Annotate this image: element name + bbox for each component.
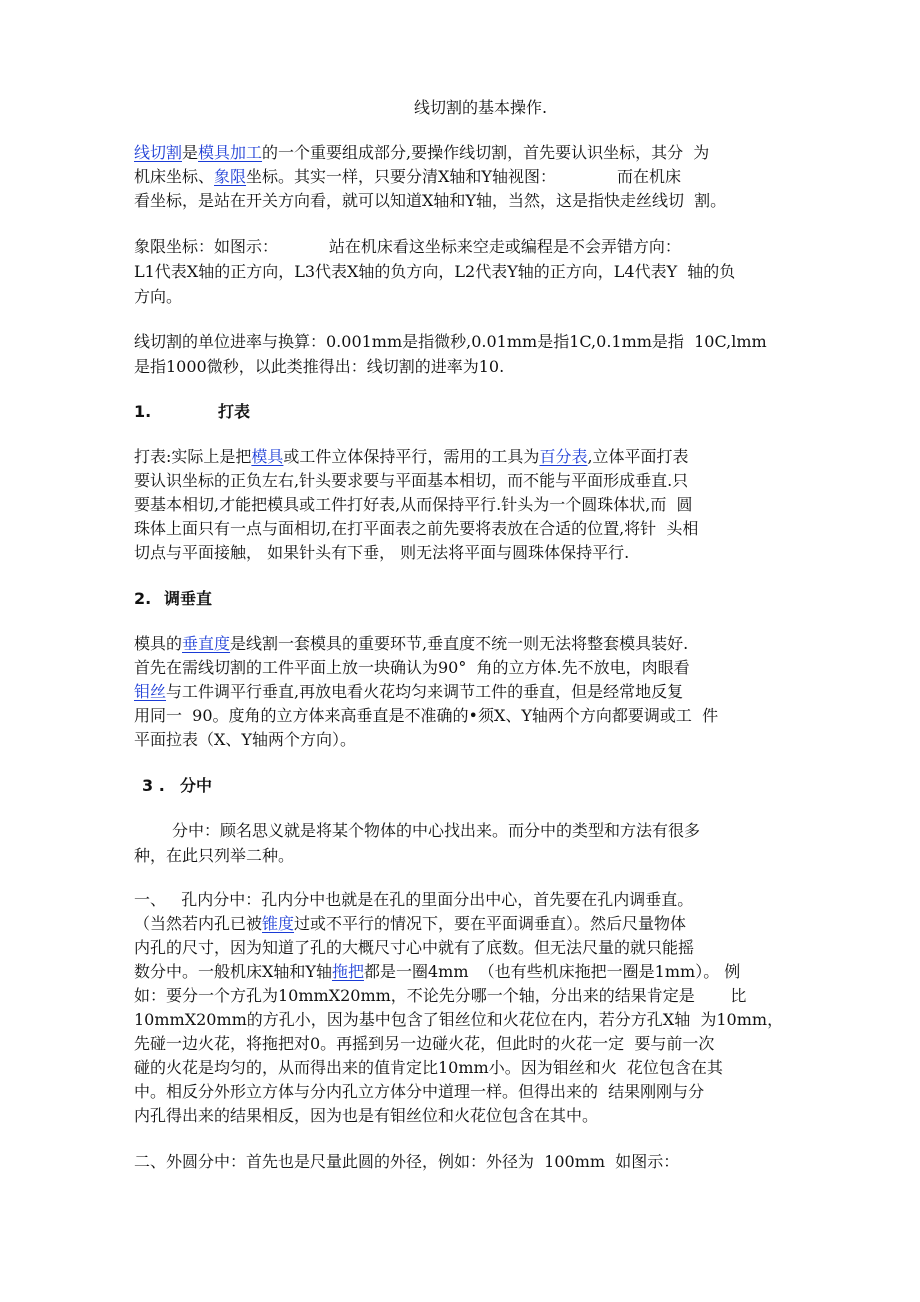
para-hole-line-9: 中。相反分外形立方体与分内孔立方体分中道理一样。但得出来的 结果刚刚与分 <box>134 1082 705 1101</box>
link-mold[interactable]: 模具 <box>251 447 284 466</box>
para-vertical-line-3: 钼丝与工件调平行垂直,再放电看火花均匀来调节工件的垂直，但是经常地反复 <box>134 682 684 701</box>
document-title: 线切割的基本操作. <box>414 98 548 117</box>
para-indicator-line-5: 切点与平面接触， 如果针头有下垂， 则无法将平面与圆珠体保持平行. <box>134 543 630 562</box>
para-hole-line-10: 内孔得出来的结果相反，因为也是有钼丝位和火花位包含在其中。 <box>134 1106 599 1125</box>
para-hole-line-7: 先碰一边火花，将拖把对0。再摇到另一边碰火花，但此时的火花一定 要与前一次 <box>134 1034 715 1053</box>
para-hole-line-4: 数分中。一般机床X轴和Y轴拖把都是一圈4mm （也有些机床拖把一圈是1mm）。 例 <box>134 962 741 981</box>
section-heading-1-title: 打表 <box>218 402 251 421</box>
para-hole-line-2: （当然若内孔已被锥度过或不平行的情况下，要在平面调垂直）。然后尺量物体 <box>134 914 687 933</box>
para-vertical-line-1: 模具的垂直度是线割一套模具的重要环节,垂直度不统一则无法将整套模具装好. <box>134 634 689 653</box>
para-intro-line-2: 机床坐标、象限坐标。其实一样，只要分清X轴和Y轴视图： 而在机床 <box>134 167 682 186</box>
link-molybdenum-wire[interactable]: 钼丝 <box>134 682 167 701</box>
para-hole-line-1: 一、 孔内分中：孔内分中也就是在孔的里面分出中心，首先要在孔内调垂直。 <box>134 890 694 909</box>
para-hole-line-5: 如：要分一个方孔为10mmX20mm，不论先分哪一个轴，分出来的结果肯定是 比 <box>134 986 747 1005</box>
para-quadrant-line-2: L1代表X轴的正方向，L3代表X轴的负方向，L2代表Y轴的正方向，L4代表Y 轴的负 <box>134 262 736 281</box>
para-hole-line-8: 碰的火花是均匀的，从而得出来的值肯定比10mm小。因为钼丝和火 花位包含在其 <box>134 1058 723 1077</box>
para-vertical-line-2: 首先在需线切割的工件平面上放一块确认为90° 角的立方体.先不放电，肉眼看 <box>134 658 690 677</box>
link-mold-processing[interactable]: 模具加工 <box>198 143 263 162</box>
para-units-line-2: 是指1000微秒，以此类推得出：线切割的进率为10. <box>134 357 505 376</box>
link-verticality[interactable]: 垂直度 <box>182 634 231 653</box>
section-heading-3-title: 分中 <box>180 776 213 795</box>
para-units-line-1: 线切割的单位进率与换算：0.001mm是指微秒,0.01mm是指1C,0.1mm是指 10C,lmm <box>134 332 767 351</box>
para-indicator-line-3: 要基本相切,才能把模具或工件打好表,从而保持平行.针头为一个圆珠体状,而 圆 <box>134 495 693 514</box>
para-indicator-line-1: 打表:实际上是把模具或工件立体保持平行，需用的工具为百分表,立体平面打表 <box>134 447 689 466</box>
para-intro-line-1: 线切割是模具加工的一个重要组成部分,要操作线切割，首先要认识坐标，其分 为 <box>134 143 710 162</box>
para-outer-circle-line-1: 二、外圆分中：首先也是尺量此圆的外径，例如：外径为 100mm 如图示： <box>134 1152 680 1171</box>
para-quadrant-line-1: 象限坐标：如图示： 站在机床看这坐标来空走或编程是不会弄错方向： <box>134 237 681 256</box>
para-centering-line-2: 种，在此只列举二种。 <box>134 846 295 865</box>
para-vertical-line-5: 平面拉表（X、Y轴两个方向）。 <box>134 730 356 749</box>
para-intro-line-3: 看坐标，是站在开关方向看，就可以知道X轴和Y轴，当然，这是指快走丝线切 割。 <box>134 191 727 210</box>
para-vertical-line-4: 用同一 90。度角的立方体来高垂直是不准确的•须X、Y轴两个方向都要调或工 件 <box>134 706 719 725</box>
section-heading-2-title: 调垂直 <box>164 589 213 608</box>
para-indicator-line-2: 要认识坐标的正负左右,针头要求要与平面基本相切，而不能与平面形成垂直.只 <box>134 471 689 490</box>
section-heading-2-number: 2. <box>134 589 152 608</box>
para-hole-line-6: 10mmX20mm的方孔小，因为基中包含了钼丝位和火花位在内，若分方孔X轴 为10mm， <box>134 1010 784 1029</box>
para-indicator-line-4: 珠体上面只有一点与面相切,在打平面表之前先要将表放在合适的位置,将针 头相 <box>134 519 699 538</box>
para-quadrant-line-3: 方向。 <box>134 287 183 306</box>
link-taper[interactable]: 锥度 <box>262 914 295 933</box>
link-dial-indicator[interactable]: 百分表 <box>539 447 588 466</box>
section-heading-1-number: 1. <box>134 402 152 421</box>
para-centering-line-1: 分中：顾名思义就是将某个物体的中心找出来。而分中的类型和方法有很多 <box>172 821 701 840</box>
para-hole-line-3: 内孔的尺寸，因为知道了孔的大概尺寸心中就有了底数。但无法尺量的就只能摇 <box>134 938 695 957</box>
section-heading-3-number: 3 . <box>142 776 165 795</box>
link-quadrant[interactable]: 象限 <box>214 167 247 186</box>
link-handwheel[interactable]: 拖把 <box>331 962 364 981</box>
link-wire-cutting[interactable]: 线切割 <box>134 143 183 162</box>
